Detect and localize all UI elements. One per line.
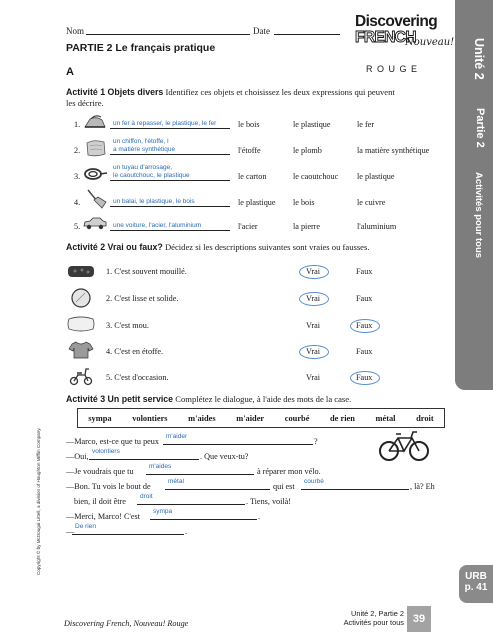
a2-item-2: 2. C'est lisse et solide.	[106, 294, 179, 303]
a2-circle-5	[350, 371, 380, 385]
a1-num-2: 2.	[74, 146, 81, 155]
iron-icon	[82, 113, 108, 131]
a1-answer-line-4[interactable]	[110, 206, 230, 207]
partie-label: Partie 2	[474, 108, 486, 148]
urb-page: p. 41	[464, 582, 488, 593]
word-sympa: sympa	[88, 413, 112, 423]
d2-text: —Oui,	[66, 452, 89, 461]
d5-text: bien, il doit être	[74, 497, 126, 506]
a1-num-4: 4.	[74, 198, 81, 207]
activite2-heading	[66, 242, 370, 252]
d6-end: .	[258, 512, 261, 521]
a1-opt-4b: le bois	[293, 198, 315, 207]
d4-answer2: courbé	[304, 478, 324, 485]
d4-end: , là? Eh	[410, 482, 435, 491]
a1-opt-5b: la pierre	[293, 222, 321, 231]
d7-answer: De rien	[75, 523, 96, 530]
date-label: Date	[253, 26, 270, 36]
activite2-instructions: Décidez si les descriptions suivantes sont vraies ou fausses.	[164, 242, 370, 252]
cloth-icon	[84, 138, 108, 158]
d5-answer: droit	[140, 493, 153, 500]
a2-faux-1[interactable]: Faux	[356, 267, 373, 276]
a2-faux-5[interactable]: Faux	[356, 373, 373, 382]
date-field[interactable]	[274, 34, 340, 35]
a1-answer-line-1[interactable]	[110, 128, 230, 129]
a2-item-1: 1. C'est souvent mouillé.	[106, 267, 187, 276]
hose-icon	[82, 166, 108, 182]
a1-opt-5c: l'aluminium	[357, 222, 397, 231]
d7-text: —	[66, 527, 75, 536]
word-droit: droit	[416, 413, 434, 423]
a2-vrai-1[interactable]: Vrai	[306, 267, 321, 276]
d6-answer: sympa	[153, 508, 173, 515]
a1-opt-1c: le fer	[357, 120, 375, 129]
activite3-heading	[66, 394, 351, 404]
d-line1	[66, 437, 159, 446]
a2-faux-2[interactable]: Faux	[356, 294, 373, 303]
a1-opt-4c: le cuivre	[357, 198, 386, 207]
a1-answer-2b: a matière synthétique	[113, 146, 176, 153]
a1-opt-4a: le plastique	[238, 198, 276, 207]
a1-opt-2c: la matière synthétique	[357, 146, 430, 155]
unite-label: Unité 2	[472, 38, 486, 80]
activite1-instructions-cont: les décrire.	[66, 98, 104, 108]
d2-blank[interactable]	[89, 459, 199, 460]
urb-label: URB	[465, 571, 487, 582]
d4-answer1: métal	[168, 478, 184, 485]
d7-blank[interactable]	[72, 534, 184, 535]
a1-opt-2b: le plomb	[293, 146, 322, 155]
a2-circle-4	[299, 345, 329, 359]
a2-circle-2	[299, 292, 329, 306]
activite1-title: Activité 1 Objets divers	[66, 87, 164, 97]
a1-opt-1b: le plastique	[293, 120, 331, 129]
bicycle-icon	[378, 428, 430, 462]
d4-text: —Bon. Tu vois le bout de	[66, 482, 151, 491]
activites-label: Activités pour tous	[473, 172, 484, 259]
d4-blank1[interactable]	[165, 489, 270, 490]
a2-vrai-2[interactable]: Vrai	[306, 294, 321, 303]
section-letter: A	[66, 66, 74, 78]
page-number: 39	[407, 606, 431, 632]
footer-unit-line2: Activités pour tous	[343, 618, 404, 627]
logo-french: FRENCH	[355, 29, 416, 46]
d4-mid: qui est	[273, 482, 295, 491]
shirt-icon	[68, 340, 94, 360]
d7-end: .	[185, 527, 188, 536]
urb-tab	[459, 565, 493, 603]
logo-rouge: R O U G E	[366, 64, 419, 74]
logo-nouveau: Nouveau!	[405, 37, 455, 48]
a1-answer-3b: le caoutchouc, le plastique	[113, 172, 190, 179]
pillow-icon	[66, 314, 96, 334]
d4-blank2[interactable]	[301, 489, 409, 490]
a1-answer-line-3[interactable]	[110, 180, 230, 181]
d3-end: à réparer mon vélo.	[257, 467, 321, 476]
a1-opt-3c: le plastique	[357, 172, 395, 181]
discovering-french-logo	[355, 13, 455, 64]
a2-circle-1	[299, 265, 329, 279]
a1-opt-5a: l'acier	[238, 222, 258, 231]
mirror-icon	[70, 287, 92, 309]
partie-title: PARTIE 2 Le français pratique	[66, 42, 216, 54]
a2-vrai-4[interactable]: Vrai	[306, 347, 321, 356]
d3-blank[interactable]	[146, 474, 254, 475]
word-courbe: courbé	[284, 413, 310, 423]
a2-faux-4[interactable]: Faux	[356, 347, 373, 356]
a2-item-5: 5. C'est d'occasion.	[106, 373, 169, 382]
a1-answer-4: un balai, le plastique, le bois	[113, 198, 195, 205]
a2-item-4: 4. C'est en étoffe.	[106, 347, 164, 356]
footer-unit-line1: Unité 2, Partie 2	[351, 609, 404, 618]
a2-vrai-3[interactable]: Vrai	[306, 321, 321, 330]
car-icon	[82, 216, 108, 230]
a2-faux-3[interactable]: Faux	[356, 321, 373, 330]
a2-circle-3	[350, 319, 380, 333]
nom-field[interactable]	[86, 34, 250, 35]
d3-answer: m'aides	[149, 463, 172, 470]
nom-label: Nom	[66, 26, 84, 36]
a1-answer-line-5[interactable]	[110, 230, 230, 231]
activite1-heading	[66, 87, 450, 109]
broom-icon	[84, 188, 108, 210]
d1-text: —Marco, est-ce que tu peux	[66, 437, 159, 446]
a1-opt-2a: l'étoffe	[238, 146, 261, 155]
activite2-title: Activité 2 Vrai ou faux?	[66, 242, 163, 252]
word-de-rien: de rien	[330, 413, 355, 423]
d1-end: ?	[314, 437, 318, 446]
word-maider: m'aider	[236, 413, 265, 423]
d5-blank[interactable]	[137, 504, 245, 505]
word-bank	[77, 408, 445, 428]
word-volontiers: volontiers	[132, 413, 168, 423]
footer-unit-info	[334, 609, 404, 627]
a1-answer-5: une voiture, l'acier, l'aluminium	[113, 222, 202, 229]
d6-text: —Merci, Marco! C'est	[66, 512, 141, 521]
d2-answer: volontiers	[92, 448, 120, 455]
logo-discovering: Discovering	[355, 13, 438, 30]
footer-book-title: Discovering French, Nouveau! Rouge	[64, 619, 189, 628]
copyright-notice: Copyright © by McDougal Littell, a division of Houghton Mifflin Company.	[36, 427, 41, 575]
word-metal: métal	[375, 413, 396, 423]
a1-num-5: 5.	[74, 222, 81, 231]
a1-answer-line-2[interactable]	[110, 154, 230, 155]
scooter-icon	[68, 366, 94, 386]
a2-item-3: 3. C'est mou.	[106, 321, 149, 330]
activite1-instructions: Identifiez ces objets et choisissez les deux expressions qui peuvent	[165, 87, 395, 97]
a1-opt-1a: le bois	[238, 120, 260, 129]
d2-end: . Que veux-tu?	[200, 452, 249, 461]
a2-vrai-5[interactable]: Vrai	[306, 373, 321, 382]
word-maides: m'aides	[188, 413, 216, 423]
a1-answer-1: un fer à repasser, le plastique, le fer	[113, 120, 217, 127]
d3-text: —Je voudrais que tu	[66, 467, 134, 476]
a1-num-1: 1.	[74, 120, 81, 129]
a1-answer-2a: un chiffon, l'étoffe, l	[113, 138, 169, 145]
d6-blank[interactable]	[150, 519, 257, 520]
sponge-icon	[66, 262, 96, 280]
a1-opt-3b: le caoutchouc	[293, 172, 339, 181]
a1-num-3: 3.	[74, 172, 81, 181]
d1-blank[interactable]	[163, 444, 313, 445]
activite3-instructions: Complétez le dialogue, à l'aide des mots de la case.	[175, 394, 352, 404]
a1-opt-3a: le carton	[238, 172, 267, 181]
d1-answer: m'aider	[166, 433, 188, 440]
a1-answer-3a: un tuyau d'arrosage,	[113, 164, 173, 171]
activite3-title: Activité 3 Un petit service	[66, 394, 174, 404]
d5-end: . Tiens, voilà!	[246, 497, 292, 506]
